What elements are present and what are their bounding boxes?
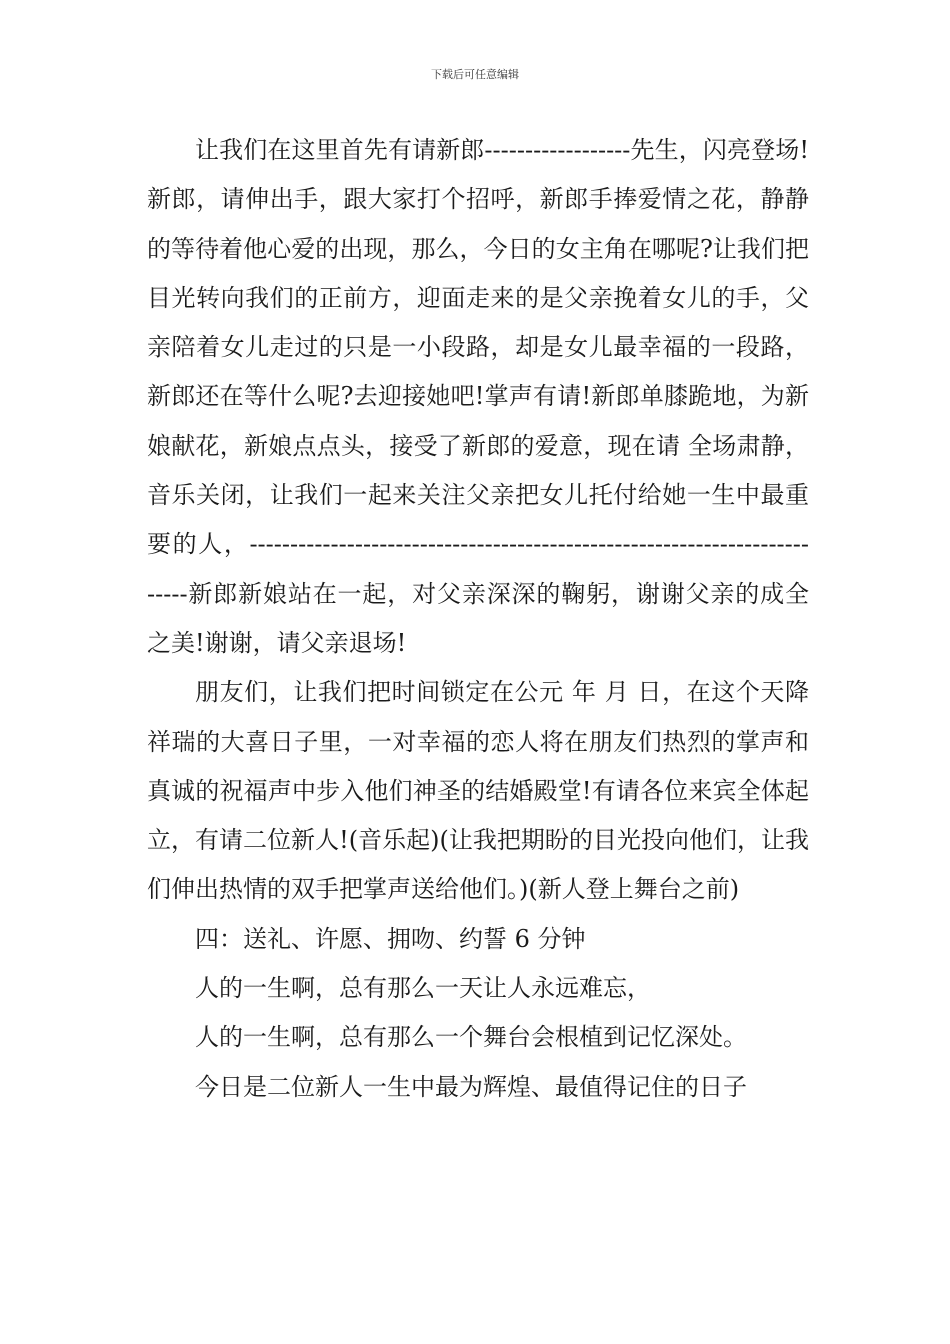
paragraph-line: 人的一生啊，总有那么一天让人永远难忘， <box>195 974 651 1003</box>
paragraph-line: 今日是二位新人一生中最为辉煌、最值得记住的日子 <box>195 1072 747 1101</box>
paragraph-groom-entrance: 让我们在这里首先有请新郎------------------先生，闪亮登场!新郎，请伸出手，跟大家打个招呼，新郎手捧爱情之花，静静的等待着他心爱的出现，那么，今日的女主角在哪呢?让我们把目光转向我们的正前方，迎面走来的是父亲挽着女儿的手，父亲陪着女儿走过的只是一小段路，却是女儿最幸福的一段路，新郎还在等什么呢?去迎接她吧!掌声有请!新郎单膝跪地，为新娘献花，新娘点点头，接受了新郎的爱意，现在请 全场肃静，音乐关闭，让我们一起来关注父亲把女儿托付给她一生中最重要的人，--------------------------------------------------------------------------新郎新娘站在一起，对父亲深深的鞠躬，谢谢父亲的成全之美!谢谢，请父亲退场! <box>147 136 809 657</box>
section-heading-gifts-vows: 四：送礼、许愿、拥吻、约誓 6 分钟 <box>195 924 586 953</box>
document-body <box>147 126 809 1112</box>
page-header: 下载后可任意编辑 <box>431 68 519 81</box>
paragraph-wedding-hall: 朋友们，让我们把时间锁定在公元 年 月 日，在这个天降祥瑞的大喜日子里，一对幸福的恋人将在朋友们热烈的掌声和真诚的祝福声中步入他们神圣的结婚殿堂!有请各位来宾全体起立，有请二位新人!(音乐起)(让我把期盼的目光投向他们，让我们伸出热情的双手把掌声送给他们。)(新人登上舞台之前) <box>147 678 809 904</box>
paragraph-line: 人的一生啊，总有那么一个舞台会根植到记忆深处。 <box>195 1023 747 1052</box>
